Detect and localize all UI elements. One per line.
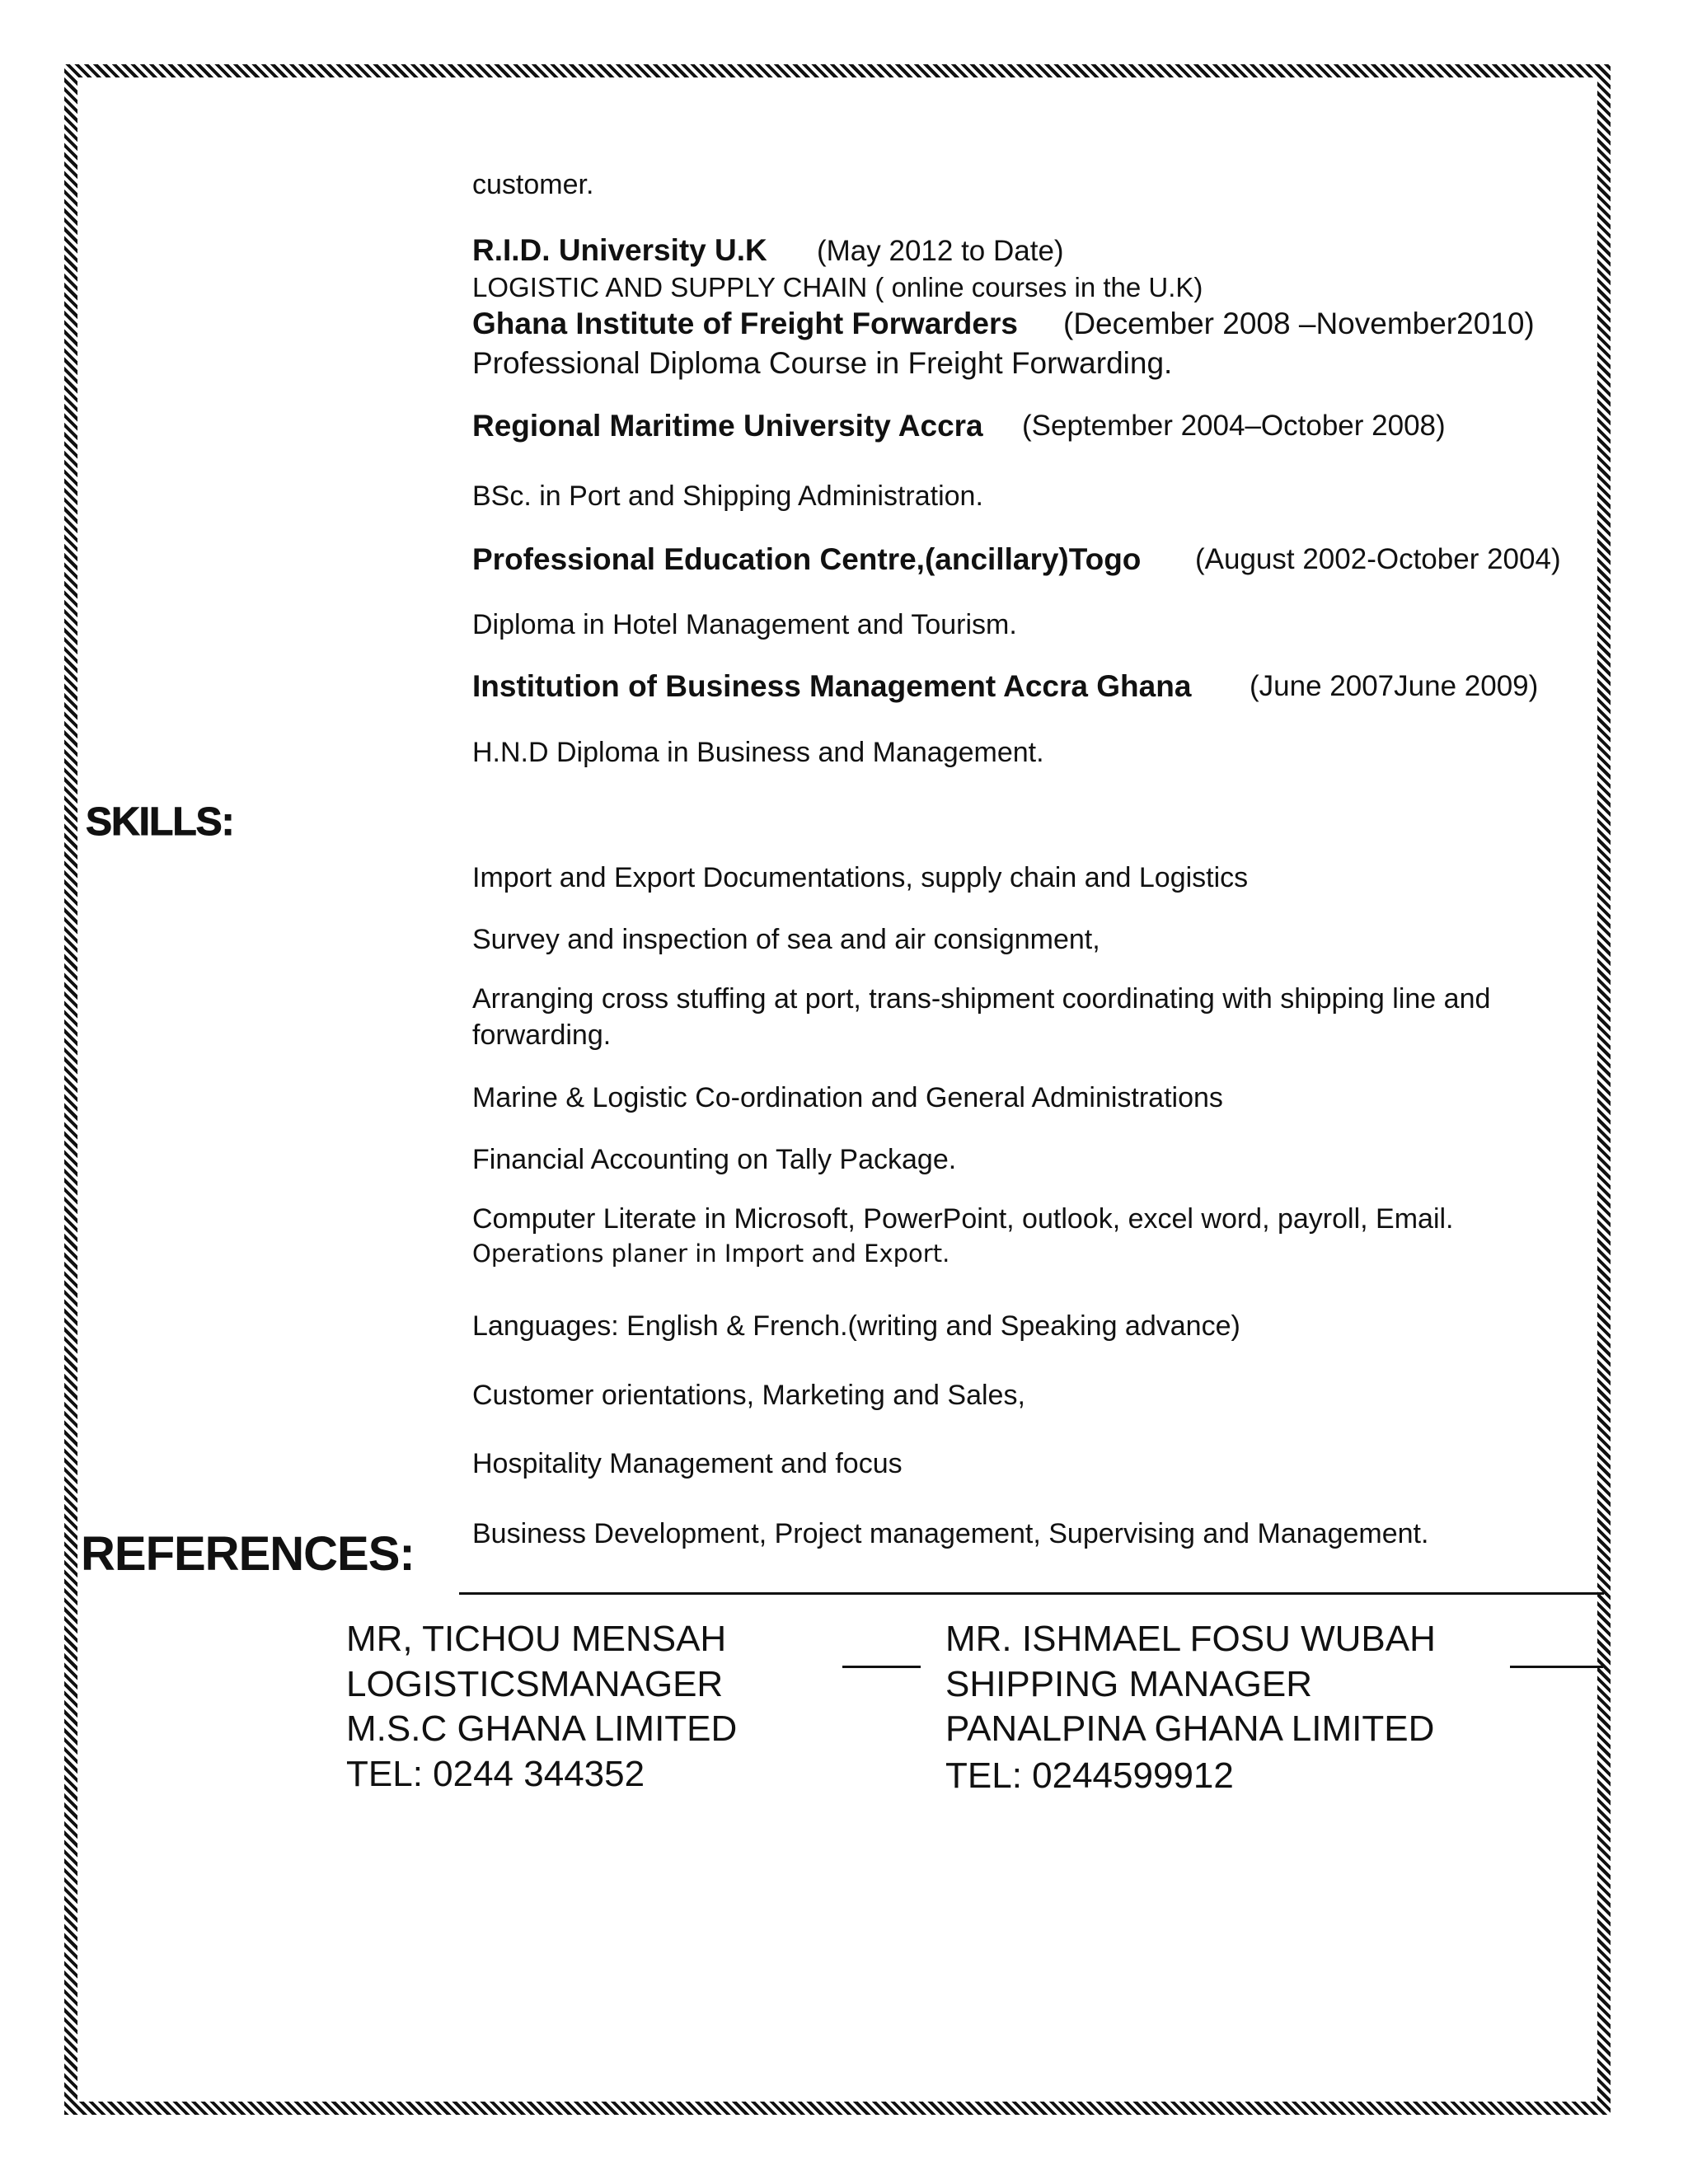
education-title-ghana-institute: Ghana Institute of Freight Forwarders [472, 307, 1018, 340]
skill-item: Business Development, Project management, Supervising and Management. [472, 1518, 1429, 1549]
skill-item-continuation: forwarding. [472, 1019, 612, 1051]
skill-item: Arranging cross stuffing at port, trans-shipment coordinating with shipping line and [472, 983, 1491, 1015]
education-title-rid-university: R.I.D. University U.K [472, 233, 767, 267]
education-date-rid-university: (May 2012 to Date) [817, 235, 1064, 267]
reference-2-title: SHIPPING MANAGER [945, 1664, 1312, 1704]
education-title-business-management: Institution of Business Management Accra Ghana [472, 669, 1192, 703]
skill-item: Languages: English & French.(writing and Speaking advance) [472, 1310, 1240, 1342]
skill-item: Customer orientations, Marketing and Sales, [472, 1380, 1025, 1411]
education-course-port-shipping: BSc. in Port and Shipping Administration. [472, 480, 983, 512]
reference-2-company: PANALPINA GHANA LIMITED [945, 1708, 1435, 1749]
education-course-hnd: H.N.D Diploma in Business and Management. [472, 737, 1044, 768]
skill-item: Operations planer in Import and Export. [472, 1240, 950, 1268]
education-date-professional-centre: (August 2002-October 2004) [1195, 543, 1561, 575]
skill-item: Hospitality Management and focus [472, 1448, 903, 1479]
education-date-business-management: (June 2007June 2009) [1250, 670, 1539, 702]
skills-heading: SKILLS: [86, 800, 234, 844]
education-course-hotel: Diploma in Hotel Management and Tourism. [472, 609, 1017, 640]
reference-1-title: LOGISTICSMANAGER [346, 1664, 724, 1704]
references-rule [459, 1592, 1604, 1595]
reference-separator-2 [1510, 1666, 1603, 1668]
education-title-professional-centre: Professional Education Centre,(ancillary)Togo [472, 542, 1142, 576]
reference-2-name: MR. ISHMAEL FOSU WUBAH [945, 1619, 1436, 1659]
skill-item: Computer Literate in Microsoft, PowerPoint, outlook, excel word, payroll, Email. [472, 1203, 1454, 1235]
education-title-regional-maritime: Regional Maritime University Accra [472, 409, 983, 443]
skill-item: Marine & Logistic Co-ordination and General Administrations [472, 1082, 1223, 1113]
skill-item: Survey and inspection of sea and air consignment, [472, 924, 1100, 955]
reference-separator-1 [842, 1666, 921, 1668]
skill-item: Financial Accounting on Tally Package. [472, 1144, 957, 1175]
education-customer-line: customer. [472, 169, 594, 200]
education-course-freight: Professional Diploma Course in Freight Forwarding. [472, 346, 1173, 380]
education-date-regional-maritime: (September 2004–October 2008) [1022, 410, 1446, 442]
reference-1-name: MR, TICHOU MENSAH [346, 1619, 727, 1659]
reference-1-tel: TEL: 0244 344352 [346, 1754, 645, 1794]
reference-1-company: M.S.C GHANA LIMITED [346, 1708, 738, 1749]
reference-2-tel: TEL: 0244599912 [945, 1755, 1234, 1796]
skill-item: Import and Export Documentations, supply chain and Logistics [472, 862, 1249, 893]
references-heading: REFERENCES: [81, 1527, 415, 1581]
education-course-logistic: LOGISTIC AND SUPPLY CHAIN ( online courses in the U.K) [472, 272, 1203, 302]
education-date-ghana-institute: (December 2008 –November2010) [1063, 307, 1535, 340]
